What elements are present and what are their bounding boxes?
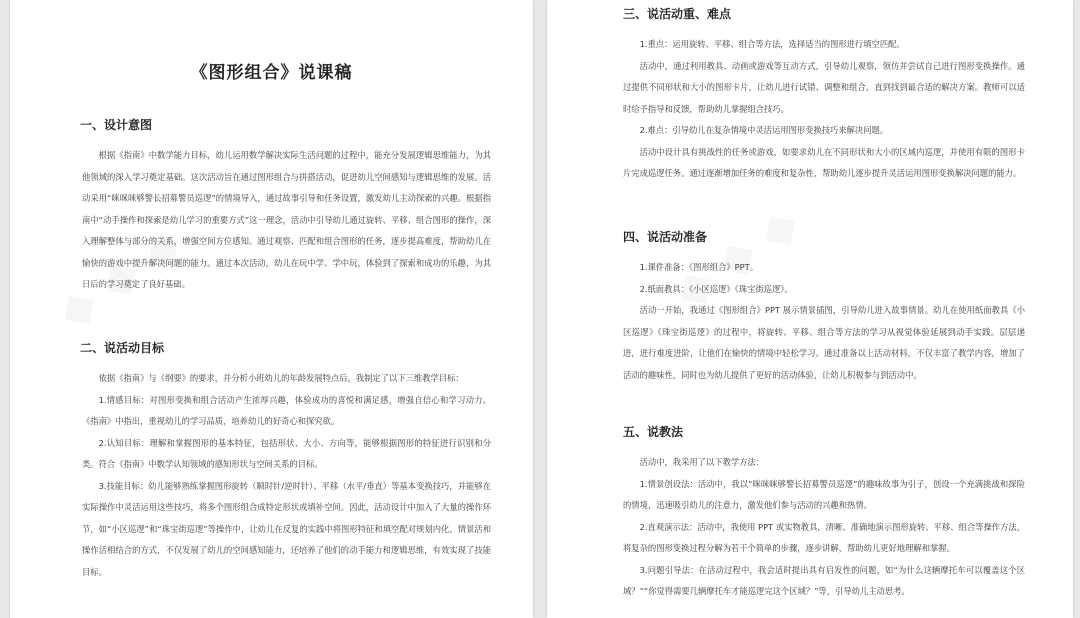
paragraph: 1.课件准备：《图形组合》PPT。 [639,262,758,272]
paragraph: 活动一开始，我通过《图形组合》PPT 展示情景插图，引导幼儿进入故事情景。幼儿在使用纸面教具《小区巡逻》《珠宝街巡逻》的过程中，将旋转、平移、组合等方法的学习从视觉体验延展到动手实践。层层递进，进行难度进阶，让他们在愉快的情境中轻松学习。通过准备以上活动材料，不仅丰富了教学内容，增加了活动的趣味性，同时也为幼儿提供了更好的活动体验，让幼儿积极参与到活动中。 [623,305,1025,380]
section-heading: 四、说活动准备 [623,230,708,244]
section-heading: 三、说活动重、难点 [623,7,732,21]
section-heading: 五、说教法 [623,425,684,439]
section-preparation [547,228,1073,386]
section-activity-goals [10,339,533,583]
section-teaching-methods [547,423,1073,603]
section-heading: 二、说活动目标 [80,341,165,355]
paragraph: 根据《指南》中数学能力目标，幼儿运用数学解决实际生活问题的过程中，能充分发展逻辑思维能力，为其他领域的深入学习奠定基础。这次活动旨在通过图形组合与拼搭活动，促进幼儿空间感知与逻辑思维的发展。活动采用“咪咪咪够警长招募警员巡逻”的情境导入，通过故事引导和任务设置，激发幼儿主动探索的兴趣。根据指南中“动手操作和探索是幼儿学习的重要方式”这一理念，活动中引导幼儿通过旋转、平移、组合图形的操作，深入理解整体与部分的关系，增强空间方位感知。通过观察、匹配和组合图形的任务，逐步提高难度，帮助幼儿在愉快的游戏中提升解决问题的能力。通过本次活动，幼儿在玩中学、学中玩，体验到了探索和成功的乐趣，为其日后的学习奠定了良好基础。 [82,150,491,289]
paragraph: 2.难点：引导幼儿在复杂情境中灵活运用图形变换技巧来解决问题。 [639,125,889,135]
paragraph: 3.技能目标：幼儿能够熟练掌握图形旋转（顺时针/逆时针）、平移（水平/垂直）等基本变换技巧，并能够在实际操作中灵活运用这些技巧，将多个图形组合成特定形状或填补空间。因此，活动设计中加入了大量的操作环节，如“小区巡逻”和“珠宝街巡逻”等操作中，让幼儿在反复的实践中将图形特征和填空配对规划内化。情景活和操作活相结合的方式，不仅发展了幼儿的空间感知能力，还培养了他们的动手能力和逻辑思维，有效实现了技能目标。 [82,480,491,577]
paragraph: 依据《指南》与《纲要》的要求，并分析小班幼儿的年龄发展特点后，我制定了以下三维教学目标： [98,373,464,383]
document-page-right [547,0,1073,618]
paragraph: 活动中，通过利用教具、动画或游戏等互动方式，引导幼儿观察，领仿并尝试自己进行图形变换操作。通过提供不同形状和大小的图形卡片，让幼儿进行试错、调整和组合，直到找到最合适的解决方案。教师可以适时给予指导和反馈，帮助幼儿掌握组合技巧。 [623,60,1025,114]
paragraph: 1.重点：运用旋转、平移、组合等方法，选择适当的图形进行填空匹配。 [639,39,905,49]
paragraph: 2.纸面教具：《小区巡逻》《珠宝街巡逻》。 [639,283,793,294]
paragraph: 2.认知目标：理解和掌握图形的基本特征，包括形状、大小、方向等，能够根据图形的特征进行识别和分类。符合《指南》中数学认知领域的感知形状与空间关系的目标。 [82,437,491,469]
paragraph: 活动中设计具有挑战性的任务或游戏，如要求幼儿在不同形状和大小的区域内巡逻，并使用有限的图形卡片完成巡逻任务。通过逐渐增加任务的难度和复杂性，帮助幼儿逐步提升灵活运用图形变换解决问题的能力。 [623,146,1025,178]
document-page-left [10,0,533,618]
paragraph: 1.情景创设法：活动中，我以“咪咪咪够警长招募警员巡逻”的趣味故事为引子，创设一个充满挑战和探险的情境，迅速吸引幼儿的注意力，激发他们参与活动的兴趣和热情。 [623,478,1025,510]
section-heading: 一、设计意图 [80,118,153,132]
paragraph: 2.直观演示法：活动中，我使用 PPT 或实物教具，清晰、准确地演示图形旋转、平移、组合等操作方法，将复杂的图形变换过程分解为若干个简单的步骤，逐步讲解，帮助幼儿更好地理解和掌握。 [623,521,1025,553]
section-design-intent [10,116,533,296]
document-title: 《图形组合》说课稿 [190,63,353,83]
paragraph: 活动中，我采用了以下教学方法： [639,457,765,467]
section-key-points [547,5,1073,185]
paragraph: 1.情感目标：对图形变换和组合活动产生浓厚兴趣，体验成功的喜悦和满足感，增强自信心和学习动力。《指南》中指出，重视幼儿的学习品质，培养幼儿的好奇心和探究欲。 [82,394,491,426]
paragraph: 3.问题引导法：在活动过程中，我会适时提出具有启发性的问题，如“为什么这辆摩托车可以覆盖这个区域？”“你觉得需要几辆摩托车才能巡逻完这个区域？”等，引导幼儿主动思考。 [623,564,1025,596]
